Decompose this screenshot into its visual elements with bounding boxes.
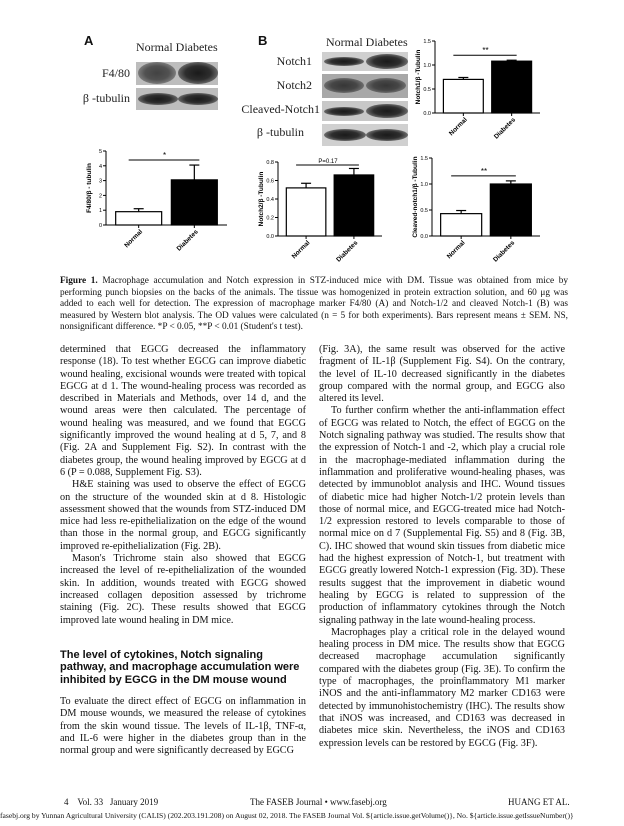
panel-b-header: Normal Diabetes	[326, 35, 408, 49]
blot-notch2	[322, 74, 408, 98]
bar-normal	[443, 79, 483, 113]
bar-diabetes	[490, 184, 531, 236]
paragraph: determined that EGCG decreased the inflammatory response (18). To test whether EGCG can improve diabetic wound healing, excisional wounds were treated with topical EGCG at d 1. The wound-healing process was recorded as described in Materials and Methods, over 14 d, and the wound areas were then calculated. The percentage of wound healing was measured, and we found that EGCG significantly improved the wound healing at d 5, 7, and 8 (Fig. 2A and Supplement Fig. S2). In contrast with the diabetes group, the wound healing improved by EGCG at d 6 (P = 0.088, Supplement Fig. S3).	[60, 344, 306, 478]
x-tick-label: Diabetes	[335, 239, 360, 264]
y-tick-label: 0.5	[423, 87, 431, 93]
paragraph: (Fig. 3A), the same result was observed for the active fragment of IL-1β (Supplement Fig. S4). On the contrary, the level of IL-10 decreased significantly in the diabetes group compared with the normal group, and EGCG also altered its level.	[319, 344, 565, 405]
blot-tubulin-b	[322, 124, 408, 146]
bar-normal	[116, 212, 162, 225]
y-axis-label: Cleaved-notch1/β -Tubulin	[412, 156, 419, 238]
y-tick-label: 0.4	[266, 197, 274, 203]
left-column	[60, 344, 306, 758]
y-tick-label: 3	[98, 178, 102, 185]
x-tick-label: Diabetes	[492, 116, 518, 141]
y-tick-label: 0.0	[266, 234, 274, 240]
paragraph: H&E staining was used to observe the effect of EGCG on the structure of the wounded skin at d 8. Histologic assessment showed that the wounds from STZ-induced DM mice had less re-epithelialization on the edge of the wound than those in the normal group, and EGCG significantly improved re-epithelialization (Fig. 2B).	[60, 479, 306, 552]
blot-label-notch1: Notch1	[276, 54, 312, 68]
bar-normal	[441, 214, 482, 236]
panel-b-letter: B	[258, 33, 268, 48]
blot-label-tubulin-b: β -tubulin	[256, 125, 304, 139]
y-axis-label: Notch2/β -Tubulin	[258, 171, 265, 227]
chart-notch1	[405, 33, 550, 148]
x-tick-label: Normal	[290, 239, 312, 261]
blot-label-cleaved-notch1: Cleaved-Notch1	[241, 102, 320, 116]
blot-label-tubulin-a: β -tubulin	[82, 91, 130, 105]
paragraph: To further confirm whether the anti-inflammation effect of EGCG was related to Notch, the effect of EGCG on the Notch signaling pathway was studied. The results show that the expression of Notch-1 and -2, which play a crucial role in the macrophage-mediated inflammation during the inflammation and proliferative wound-healing phases, was detected by immunoblot analysis and IHC. Wound tissues of diabetic mice had higher Notch-1/2 protein levels than those of normal mice, and EGCG-treated mice had Notch-1/2 expression restored to levels comparable to those of normal mice on d 7 (Supplemental Fig. S5) and 8 (Fig. 3B, C). IHC showed that wound skin tissues from diabetic mice had the highest expression of Notch-1, but treatment with EGCG greatly lowered Notch-1 expression (Fig. 3D). These results suggest that the improvement in diabetic wound healing by EGCG is related to suppression of the production of inflammatory cytokines through the Notch signaling pathway in the late wound-healing process.	[319, 405, 565, 626]
bar-diabetes	[171, 180, 217, 225]
x-tick-label: Normal	[445, 239, 467, 261]
bar-normal	[286, 188, 326, 236]
x-tick-label: Normal	[447, 116, 469, 138]
x-tick-label: Normal	[123, 228, 145, 250]
footer-page-info: 4 Vol. 33 January 2019	[64, 797, 159, 807]
footer-authors: HUANG ET AL.	[508, 797, 570, 807]
significance-label: P=0.17	[318, 159, 338, 165]
x-tick-label: Diabetes	[175, 228, 200, 253]
x-tick-label: Diabetes	[492, 239, 517, 264]
y-axis-label: Notch1/β -Tubulin	[415, 49, 422, 105]
y-tick-label: 1.5	[420, 156, 428, 162]
blot-notch1	[322, 52, 408, 71]
significance-label: *	[162, 151, 167, 161]
y-tick-label: 0	[98, 223, 102, 229]
chart-notch2	[250, 150, 390, 268]
blot-label-f480: F4/80	[101, 66, 130, 80]
blot-f480	[136, 62, 218, 85]
y-tick-label: 1.0	[420, 182, 428, 188]
y-tick-label: 0.6	[266, 178, 274, 185]
caption-label: Figure 1.	[60, 276, 98, 286]
y-tick-label: 0.8	[266, 160, 274, 166]
y-tick-label: 1.0	[423, 63, 431, 69]
figure-caption	[60, 276, 568, 334]
y-tick-label: 4	[98, 163, 102, 170]
y-tick-label: 5	[98, 149, 102, 155]
chart-cleaved-notch1	[400, 150, 545, 268]
chart-f480	[82, 145, 232, 265]
blot-tubulin-a	[136, 88, 218, 110]
caption-text: Macrophage accumulation and Notch expression in STZ-induced mice with DM. Tissue was obtained from mice by performing punch biopsies on the backs of the animals. The tissue was homogenized in protein extraction solution, and 60 μg was added to each well for detection. The expression of macrophage marker F4/80 (A) and Notch-1/2 and cleaved Notch-1 (B) was measured by Western blot analysis. The OD values were calculated (n = 5 for both experiments). Bars represent means ± SEM. NS, nonsignificant difference. *P < 0.05, **P < 0.01 (Student's t test).	[60, 276, 568, 333]
y-tick-label: 1.5	[423, 39, 431, 45]
y-tick-label: 2	[98, 193, 102, 200]
y-tick-label: 1	[98, 208, 102, 215]
panel-a-header: Normal Diabetes	[136, 40, 218, 54]
right-column	[319, 344, 565, 750]
section-heading: The level of cytokines, Notch signaling pathway, and macrophage accumulation were inhibited by EGCG in the DM mouse wound	[60, 648, 300, 686]
bar-diabetes	[334, 175, 374, 236]
panel-a-letter: A	[84, 33, 94, 48]
paragraph: To evaluate the direct effect of EGCG on inflammation in DM mouse wounds, we measured the release of cytokines from the skin wound tissue. The levels of IL-1β, TNF-α, and IL-6 were higher in the diabetes group than in the normal group and were significantly decreased by EGCG	[60, 696, 306, 757]
significance-label: **	[482, 46, 489, 56]
y-tick-label: 0.2	[266, 215, 274, 222]
footer-journal: The FASEB Journal • www.fasebj.org	[250, 797, 387, 807]
download-line: fasebj.org by Yunnan Agricultural University (CALIS) (202.203.191.208) on August 02, 2018. The FASEB Journal Vol. ${article.issue.getVolume()}, No. ${article.issue.getIssueNumber()}	[0, 811, 574, 820]
y-tick-label: 0.0	[423, 111, 431, 117]
bar-diabetes	[492, 61, 532, 113]
y-axis-label: F4/80/β - tubulin	[86, 163, 93, 213]
paragraph: Mason's Trichrome stain also showed that EGCG increased the level of re-epithelialization of the wounded skin. In addition, wounds treated with EGCG showed increased collagen deposition assessed by trichrome staining (Fig. 2C). These results showed that EGCG improved late wound healing in DM mice.	[60, 553, 306, 626]
y-tick-label: 0.0	[420, 234, 428, 240]
y-tick-label: 0.5	[420, 208, 428, 214]
significance-label: **	[480, 166, 488, 176]
paragraph: Macrophages play a critical role in the delayed wound healing process in DM mice. The results show that EGCG decreased macrophage accumulation significantly compared with the diabetes group (Fig. 3E). To confirm the type of macrophages, the proinflammatory M1 marker iNOS and the anti-inflammatory M2 marker CD163 were detected by immunohistochemistry (IHC). The results show that iNOS was increased, and CD163 was decreased in diabetes mice skin. Nevertheless, the iNOS and CD163 expression levels can be restored by EGCG (Fig. 3F).	[319, 626, 565, 749]
blot-label-notch2: Notch2	[276, 78, 312, 92]
blot-cleaved-notch1	[322, 101, 408, 121]
